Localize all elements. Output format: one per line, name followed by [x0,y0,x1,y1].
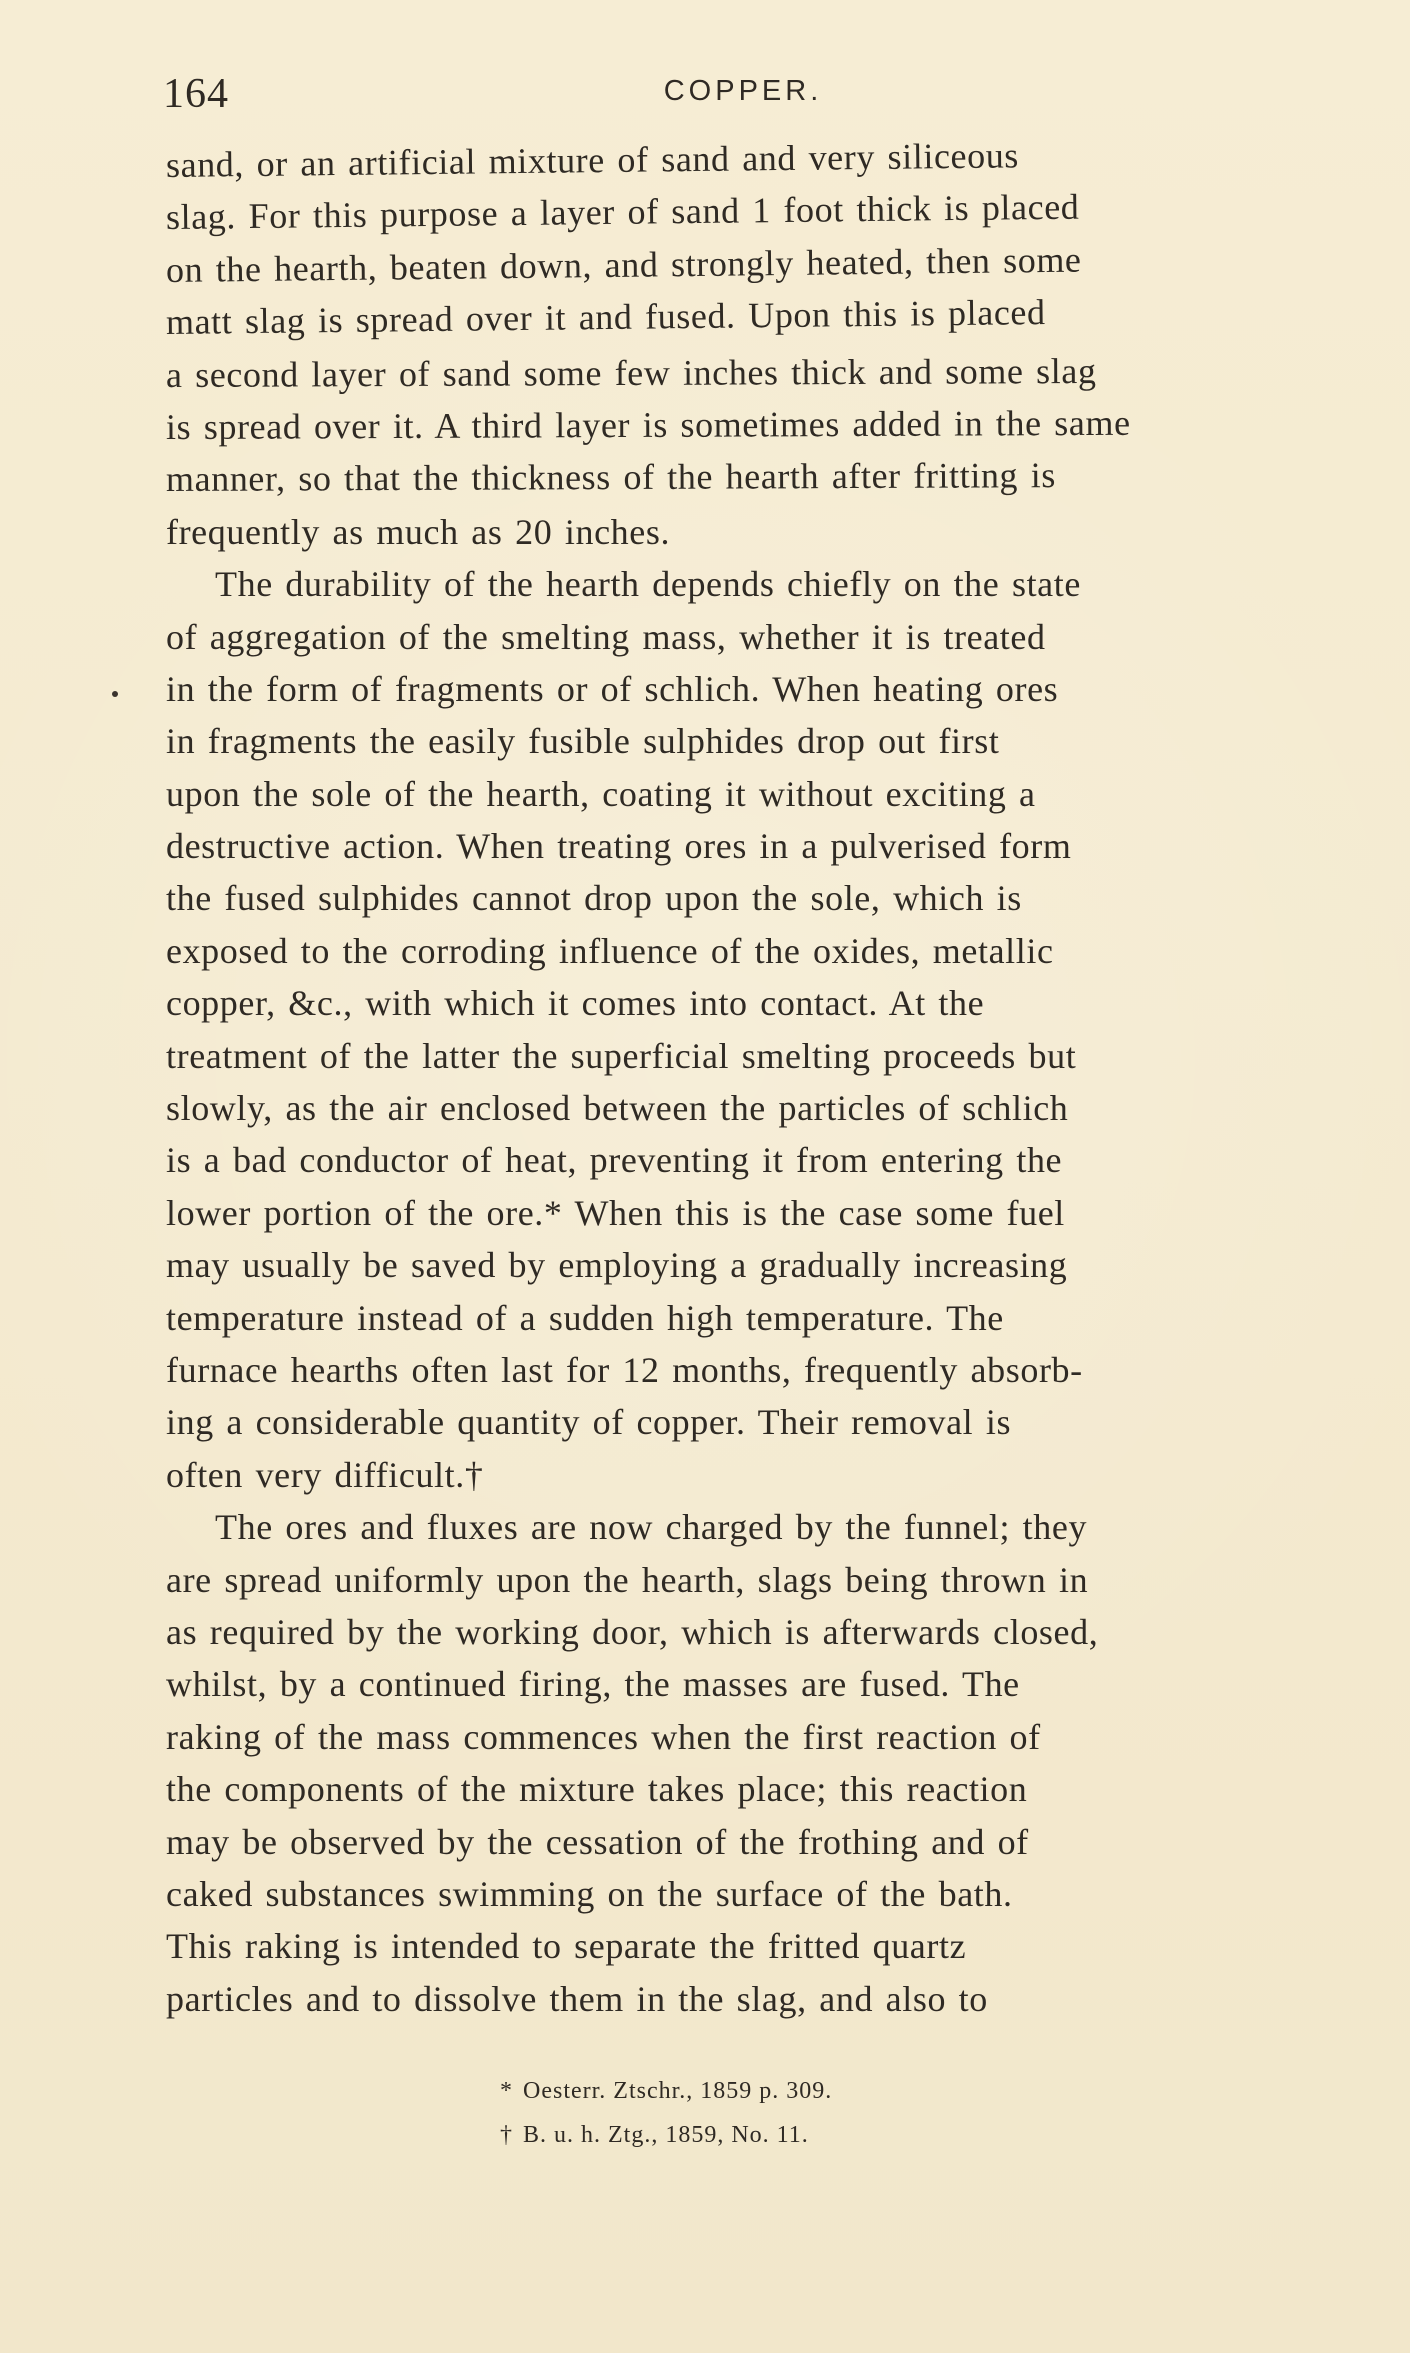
text-line: slag. For this purpose a layer of sand 1 foot thick is placed [165,187,1080,238]
text-line: ing a considerable quantity of copper. Their removal is [166,1402,1012,1443]
page-header [163,73,1323,121]
footnote-text: B. u. h. Ztg., 1859, No. 11. [523,2122,809,2148]
text-line: copper, &c., with which it comes into contact. At the [166,983,985,1024]
text-line: sand, or an artificial mixture of sand and very siliceous [165,135,1020,185]
body-text [165,135,1316,2025]
text-line: often very difficult.† [166,1454,484,1495]
page-number: 164 [163,71,229,117]
text-line: is a bad conductor of heat, preventing it from entering the [166,1140,1063,1181]
text-line: treatment of the latter the superficial smelting proceeds but [166,1035,1077,1076]
paragraph-start-line: The ores and fluxes are now charged by the funnel; they [215,1507,1088,1548]
running-head: COPPER. [663,75,823,107]
text-line: frequently as much as 20 inches. [166,511,671,552]
text-line: temperature instead of a sudden high temperature. The [166,1297,1004,1338]
text-line: of aggregation of the smelting mass, whether it is treated [166,616,1046,657]
margin-dot-mark [112,691,118,697]
text-line: This raking is intended to separate the fritted quartz [166,1926,967,1967]
footnote-mark: † [500,2122,513,2148]
paragraph-start-line: The durability of the hearth depends chiefly on the state [215,564,1081,605]
text-line: as required by the working door, which is afterwards closed, [166,1611,1099,1652]
text-line: raking of the mass commences when the first reaction of [166,1716,1041,1757]
text-line: a second layer of sand some few inches thick and some slag [165,350,1097,395]
text-line: is spread over it. A third layer is sometimes added in the same [165,402,1131,447]
text-line: whilst, by a continued firing, the masses are fused. The [166,1664,1020,1705]
text-line: the components of the mixture takes place; this reaction [166,1769,1028,1810]
footnotes [500,2069,1020,2157]
text-line: on the hearth, beaten down, and strongly heated, then some [165,239,1082,290]
text-line: may be observed by the cessation of the frothing and of [166,1821,1029,1862]
text-line: the fused sulphides cannot drop upon the sole, which is [166,878,1022,919]
footnote-mark: * [500,2078,513,2104]
footnote-text: Oesterr. Ztschr., 1859 p. 309. [523,2078,833,2104]
text-line: exposed to the corroding influence of the oxides, metallic [166,930,1054,971]
text-line: matt slag is spread over it and fused. Upon this is placed [165,292,1046,343]
text-line: are spread uniformly upon the hearth, slags being thrown in [166,1559,1089,1600]
text-line: destructive action. When treating ores in a pulverised form [166,826,1072,867]
text-line: in fragments the easily fusible sulphides drop out first [166,721,1000,762]
footnote [500,2069,1020,2113]
text-line: furnace hearths often last for 12 months, frequently absorb- [166,1349,1083,1390]
text-line: caked substances swimming on the surface of the bath. [166,1873,1013,1914]
text-line: upon the sole of the hearth, coating it without exciting a [166,773,1036,814]
text-line: lower portion of the ore.* When this is the case some fuel [166,1192,1065,1233]
text-line: slowly, as the air enclosed between the particles of schlich [166,1088,1069,1129]
footnote [500,2113,1020,2157]
text-line: may usually be saved by employing a gradually increasing [166,1245,1068,1286]
text-line: manner, so that the thickness of the hearth after fritting is [165,455,1056,500]
text-line: particles and to dissolve them in the slag, and also to [166,1978,988,2019]
text-line: in the form of fragments or of schlich. When heating ores [166,668,1059,709]
